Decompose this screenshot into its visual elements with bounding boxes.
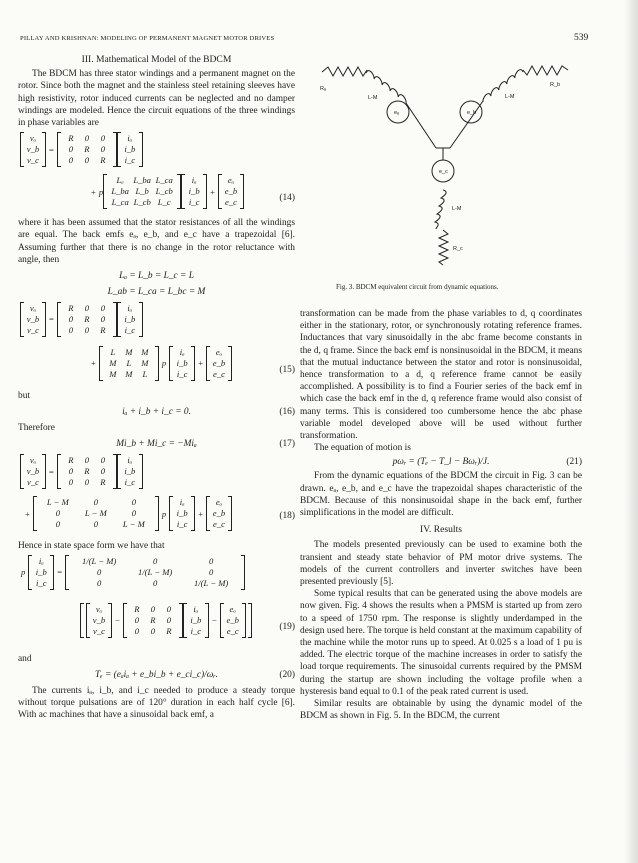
equation-text: Lₐ = L_b = L_c = L — [119, 271, 194, 282]
matrix-entry: 0 — [100, 314, 105, 325]
matrix-entry: 0 — [97, 566, 102, 577]
matrix-entry: 0 — [68, 314, 73, 325]
matrix-entry: vₐ — [29, 303, 37, 314]
matrix-entry: L — [142, 369, 148, 380]
matrix-emf — [210, 496, 228, 531]
matrix-entry: L — [126, 358, 132, 369]
matrix-entry: i_b — [176, 358, 188, 369]
equation-number: (17) — [279, 439, 295, 450]
matrix-entry: 1/(L − M) — [82, 555, 117, 566]
section-heading-model: III. Mathematical Model of the BDCM — [81, 54, 232, 65]
matrix-voltage — [24, 132, 42, 167]
eq15-bottom-row: + L M M M L M M M L p iₐ i_b i_c + eₐ e_b e_c — [88, 346, 232, 381]
matrix-entry: v_c — [27, 477, 39, 488]
matrix-entry: 0 — [84, 325, 89, 336]
matrix-entry: R — [84, 314, 90, 325]
matrix-entry: L − M — [84, 508, 107, 519]
matrix-entry: v_b — [26, 144, 40, 155]
equation-17 — [18, 434, 295, 454]
matrix-entry: vₐ — [95, 603, 103, 614]
matrix-entry: e_c — [213, 519, 225, 530]
equation-text: iₐ + i_b + i_c = 0. — [122, 407, 191, 418]
running-title: PILLAY AND KRISHNAN: MODELING OF PERMANENT MAGNET MOTOR DRIVES — [20, 35, 275, 42]
matrix-emf — [210, 346, 228, 381]
matrix-entry: M — [109, 369, 117, 380]
matrix-entry: 0 — [100, 144, 105, 155]
matrix-entry: e_b — [212, 508, 226, 519]
paragraph-transformation: transformation can be made from the phase variables to d, q coordinates either in the stationary, rotor, or synchronously rotating reference frames. Inductances that vary sinusoidally in the abc frame become constants in the d, q frame. Since the back emf is nonsinusoidal in the BDCM, it means that the mutual inductance between the stator and rotor is nonsinusoidal, hence transformation to a d, q reference frame cannot be easily accomplished. A possibility is to find a Fourier series of the back emf in which case the back emf in the d, q reference frame would also consist of many terms. This is considered too cumbersome hence the abc phase variable model developed above will be used without further transformation. — [300, 309, 582, 442]
operator-p: p — [161, 358, 167, 369]
right-column — [300, 308, 582, 723]
matrix-entry: v_b — [26, 314, 40, 325]
matrix-entry: Lₐ — [116, 175, 124, 186]
paragraph-motion-intro: The equation of motion is — [314, 443, 411, 454]
matrix-entry: 0 — [97, 577, 102, 588]
equation-number: (19) — [279, 621, 295, 632]
eq18-bottom-row: + L − M 0 0 0 L − M 0 0 0 L − M p iₐ i_b i_c + eₐ e_b e_c — [22, 496, 232, 531]
matrix-entry: i_b — [124, 466, 136, 477]
paragraph-results-1: The models presented previously can be used to examine both the transient and steady state behavior of PM motor drive systems. The models of the current controllers and inverter switches have been presented previously [5]. — [300, 540, 582, 588]
matrix-entry: L_ca — [111, 197, 129, 208]
matrix-inductance — [37, 496, 155, 531]
matrix-entry: L_ba — [111, 186, 129, 197]
label-lm-a: L-M — [368, 95, 378, 101]
equation-text: Mi_b + Mi_c = −Miₐ — [116, 439, 197, 450]
matrix-entry: 0 — [84, 155, 89, 166]
matrix-entry: R — [100, 325, 106, 336]
matrix-entry: 0 — [166, 614, 171, 625]
word-but: but — [18, 391, 30, 402]
matrix-entry: i_b — [190, 614, 202, 625]
matrix-entry: 0 — [55, 519, 60, 530]
matrix-entry: R — [84, 144, 90, 155]
matrix-entry: iₐ — [127, 133, 133, 144]
equation-16 — [18, 402, 295, 422]
paragraph-intro: The BDCM has three stator windings and a permanent magnet on the rotor. Since both the magnet and the stainless steel retaining sleeves have high resistivity, rotor induced currents can be neglected and no damper windings are modeled. Hence the circuit equations of the three windings in phase variables are — [18, 69, 295, 129]
matrix-entry: 0 — [150, 603, 155, 614]
inductor-c-icon — [435, 190, 446, 228]
matrix-entry: e_c — [225, 197, 237, 208]
page-edge-shadow — [624, 0, 638, 863]
matrix-entry: eₐ — [229, 603, 236, 614]
matrix-entry: i_b — [188, 186, 200, 197]
matrix-entry: 0 — [150, 625, 155, 636]
matrix-entry: v_b — [92, 614, 106, 625]
paragraph-assumption: where it has been assumed that the stator resistances of all the windings are equal. The back emfs eₐ, e_b, and e_c have a trapezoidal [6]. Assuming further that there is no change in the rotor reluctance with angle, then — [18, 218, 295, 265]
matrix-entry: 0 — [68, 466, 73, 477]
matrix-entry: iₐ — [38, 555, 44, 566]
matrix-entry: e_b — [226, 614, 239, 625]
left-column — [18, 52, 295, 721]
matrix-current — [185, 174, 203, 209]
matrix-entry: 1/(L − M) — [194, 577, 229, 588]
matrix-entry: 0 — [100, 455, 105, 466]
matrix-entry: iₐ — [127, 455, 133, 466]
equation-text: Tₑ = (eₐiₐ + e_bi_b + e_ci_c)/ωᵣ. — [94, 669, 219, 680]
matrix-entry: 0 — [166, 603, 171, 614]
matrix-voltage — [90, 603, 108, 638]
wire-b — [450, 101, 483, 148]
matrix-entry: 0 — [68, 325, 73, 336]
equation-text: pωᵣ = (Tₑ − T_l − Bωᵣ)/J. — [392, 457, 490, 468]
matrix-entry: i_c — [124, 477, 136, 488]
eq18-top-row: vₐ v_b v_c = R 0 0 0 R 0 0 0 R iₐ i_b i_c — [20, 454, 143, 489]
eq15-top-row: vₐ v_b v_c = R 0 0 0 R 0 0 0 R iₐ i_b i_c — [20, 302, 143, 337]
matrix-current — [121, 132, 139, 167]
equation-number: (15) — [279, 365, 295, 376]
equation-number: (21) — [566, 457, 582, 468]
matrix-entry: L_c — [157, 197, 171, 208]
matrix-entry: 0 — [100, 466, 105, 477]
equation-number: (18) — [279, 511, 295, 522]
equation-21 — [300, 454, 582, 470]
equation-18 — [18, 454, 295, 540]
equation-15 — [18, 302, 295, 390]
figure-3-circuit — [300, 50, 590, 282]
matrix-entry: i_c — [190, 625, 202, 636]
matrix-entry: 0 — [68, 144, 73, 155]
matrix-entry: v_c — [93, 625, 105, 636]
matrix-current — [121, 454, 139, 489]
page-number: 539 — [574, 33, 589, 43]
matrix-entry: 0 — [93, 519, 98, 530]
wire-a — [406, 103, 436, 148]
matrix-entry: v_b — [26, 466, 40, 477]
label-lm-b: L-M — [505, 94, 515, 100]
matrix-entry: i_c — [176, 369, 188, 380]
matrix-resistance — [127, 603, 179, 638]
matrix-entry: R — [166, 625, 172, 636]
matrix-entry: R — [84, 466, 90, 477]
equation-number: (20) — [279, 669, 295, 680]
matrix-entry: L − M — [122, 519, 145, 530]
matrix-entry: R — [68, 133, 74, 144]
figure-3-caption: Fig. 3. BDCM equivalent circuit from dynamic equations. — [336, 283, 499, 291]
matrix-entry: e_b — [212, 358, 226, 369]
resistor-a-icon — [322, 67, 367, 76]
paragraph-results-3: Similar results are obtainable by using the dynamic model of the BDCM as shown in Fig. 5. In the BDCM, the current — [300, 699, 582, 722]
label-ec: e_c — [439, 169, 448, 175]
matrix-entry: M — [109, 358, 117, 369]
matrix-entry: M — [125, 369, 133, 380]
word-therefore: Therefore — [18, 423, 55, 434]
eq19-top-row: p iₐ i_b i_c = 1/(L − M) 0 0 0 1/(L − M) 0 0 0 1/(L − M) — [18, 555, 245, 590]
matrix-entry: 0 — [68, 477, 73, 488]
matrix-entry: e_c — [213, 369, 225, 380]
matrix-entry: M — [141, 358, 149, 369]
paragraph-currents: The currents iₐ, i_b, and i_c needed to produce a steady torque without torque pulsations are of 120° duration in each half cycle [6]. With ac machines that have a sinusoidal back emf, a — [18, 685, 295, 721]
matrix-entry: eₐ — [227, 175, 235, 186]
matrix-entry: L_b — [135, 186, 149, 197]
matrix-entry: i_c — [176, 519, 188, 530]
label-rc: R_c — [453, 246, 463, 252]
word-and: and — [18, 653, 32, 664]
matrix-entry: iₐ — [193, 603, 199, 614]
matrix-entry: 0 — [153, 555, 158, 566]
matrix-entry: L_ca — [155, 175, 173, 186]
matrix-entry: L_cb — [133, 197, 151, 208]
matrix-emf — [224, 603, 242, 638]
matrix-entry: iₐ — [127, 303, 133, 314]
label-lm-c: L-M — [452, 206, 462, 212]
eq14-top-row: vₐ v_b v_c = R 0 0 0 R 0 0 0 R iₐ i_b i_c — [20, 132, 143, 167]
matrix-entry: R — [134, 603, 140, 614]
matrix-entry: 0 — [68, 155, 73, 166]
label-ea: eₐ — [394, 110, 400, 116]
equation-number: (16) — [279, 407, 295, 418]
matrix-current — [187, 603, 205, 638]
matrix-entry: 0 — [93, 497, 98, 508]
matrix-voltage — [24, 302, 42, 337]
state-space-intro: Hence in state space form we have that — [18, 541, 165, 552]
matrix-entry: L_cb — [155, 186, 173, 197]
matrix-entry: v_c — [27, 155, 39, 166]
matrix-entry: i_b — [176, 508, 188, 519]
matrix-entry: iₐ — [179, 497, 185, 508]
matrix-entry: R — [100, 477, 106, 488]
matrix-entry: 0 — [131, 508, 136, 519]
matrix-entry: R — [68, 303, 74, 314]
matrix-entry: i_b — [35, 566, 47, 577]
matrix-emf — [222, 174, 240, 209]
matrix-entry: 0 — [209, 555, 214, 566]
matrix-resistance — [61, 132, 113, 167]
matrix-entry: R — [68, 455, 74, 466]
matrix-entry: 0 — [100, 133, 105, 144]
matrix-inverse-inductance — [69, 555, 241, 590]
equation-20 — [18, 665, 295, 685]
matrix-entry: eₐ — [215, 497, 223, 508]
matrix-entry: 0 — [134, 614, 139, 625]
operator-p: p — [161, 508, 167, 519]
matrix-current — [32, 555, 50, 590]
operator-p: p — [98, 186, 104, 197]
resistor-c-icon — [439, 230, 448, 265]
equation-14 — [18, 132, 295, 214]
matrix-entry: 0 — [131, 497, 136, 508]
matrix-entry: 0 — [84, 455, 89, 466]
matrix-entry: i_c — [124, 325, 136, 336]
label-rb: R_b — [550, 82, 561, 88]
eq14-bottom-row: + p Lₐ L_ba L_ca L_ba L_b L_cb L_ca L_cb L_c iₐ i_b i_c + eₐ e_b e_c — [88, 174, 244, 209]
matrix-entry: 0 — [209, 566, 214, 577]
eq19-bottom-row: vₐ v_b v_c − R 0 0 0 R 0 0 0 R iₐ i_b i_c − eₐ e_b e_c — [80, 603, 252, 638]
matrix-entry: R — [100, 155, 106, 166]
matrix-entry: e_b — [224, 186, 238, 197]
matrix-resistance — [61, 454, 113, 489]
matrix-entry: v_c — [27, 325, 39, 336]
matrix-resistance — [61, 302, 113, 337]
matrix-entry: R — [150, 614, 156, 625]
matrix-entry: 1/(L − M) — [138, 566, 173, 577]
matrix-entry: L — [110, 347, 116, 358]
matrix-entry: 0 — [84, 477, 89, 488]
matrix-entry: eₐ — [215, 347, 223, 358]
equation-19 — [18, 555, 295, 653]
matrix-entry: 0 — [84, 133, 89, 144]
inductor-b-icon — [483, 70, 523, 102]
matrix-entry: L − M — [46, 497, 69, 508]
equation-text: L_ab = L_ca = L_bc = M — [107, 287, 206, 298]
matrix-entry: M — [125, 347, 133, 358]
matrix-voltage — [24, 454, 42, 489]
matrix-entry: 0 — [55, 508, 60, 519]
matrix-entry: i_c — [124, 155, 136, 166]
matrix-entry: 0 — [153, 577, 158, 588]
matrix-entry: L_ba — [133, 175, 151, 186]
matrix-entry: vₐ — [29, 133, 37, 144]
matrix-entry: 0 — [100, 303, 105, 314]
paragraph-circuit: From the dynamic equations of the BDCM the circuit in Fig. 3 can be drawn. eₐ, e_b, and e_c have the trapezoidal shapes characteristic of the BDCM. Because of this nonsinusoidal shape in the back emf, further simplifications in the model are difficult. — [300, 471, 582, 519]
equation-number: (14) — [279, 193, 295, 204]
matrix-entry: i_c — [188, 197, 200, 208]
operator-p: p — [21, 567, 26, 578]
equation-mutual-inductance — [18, 282, 295, 302]
matrix-entry: i_b — [124, 314, 136, 325]
resistor-b-icon — [523, 66, 568, 75]
matrix-current — [173, 346, 191, 381]
matrix-entry: 0 — [84, 303, 89, 314]
matrix-current — [121, 302, 139, 337]
label-ra: Rₐ — [320, 86, 327, 92]
matrix-inductance — [107, 174, 177, 209]
matrix-inductance — [103, 346, 155, 381]
label-eb: e_b — [467, 110, 477, 116]
matrix-entry: iₐ — [191, 175, 197, 186]
matrix-entry: vₐ — [29, 455, 37, 466]
matrix-entry: i_c — [36, 577, 47, 588]
matrix-current — [173, 496, 191, 531]
matrix-entry: M — [141, 347, 149, 358]
matrix-entry: iₐ — [179, 347, 185, 358]
paragraph-results-2: Some typical results that can be generated using the above models are now given. Fig. 4 shows the results when a PMSM is started up from zero to a speed of 1750 rpm. The response is slightly underdamped in the design used here. The torque is held constant at the maximum capability of the machine while the motor runs up to speed. At 0.025 s a load of 1 pu is added. The electric torque of the machine increases in order to satisfy the load torque requirements. The sinusoidal currents required by the PMSM during the startup are shown including the voltage profile when a hysteresis band equal to 0.1 of the peak rated current is used. — [300, 589, 582, 697]
section-heading-results: IV. Results — [420, 524, 462, 536]
matrix-entry: i_b — [124, 144, 136, 155]
matrix-entry: e_c — [226, 625, 239, 636]
matrix-entry: 0 — [134, 625, 139, 636]
